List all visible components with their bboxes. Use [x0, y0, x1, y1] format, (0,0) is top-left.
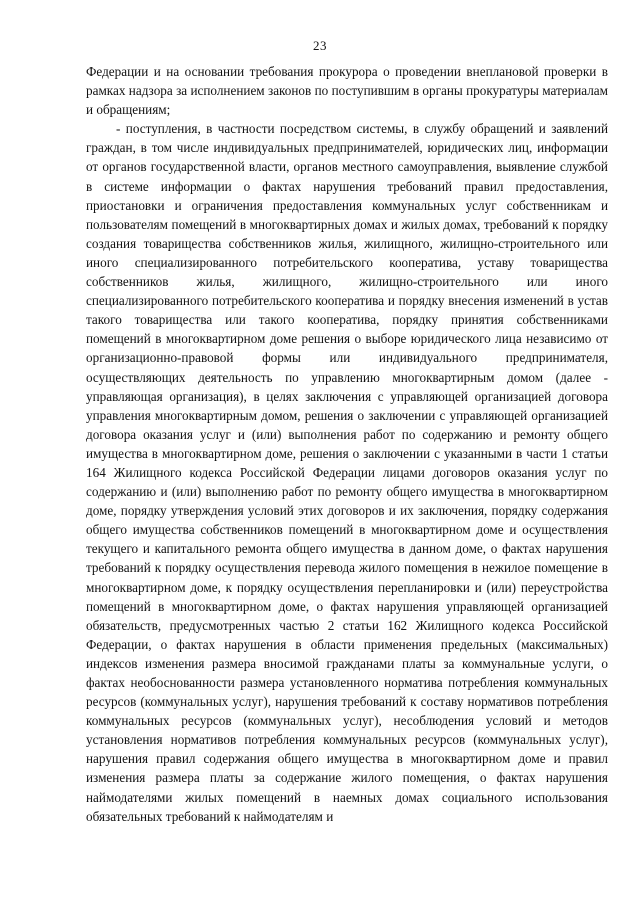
document-body [86, 62, 608, 826]
page-number: 23 [313, 38, 327, 53]
paragraph-continuation: Федерации и на основании требования прокурора о проведении внеплановой проверки в рамках надзора за исполнением законов по поступившим в органы прокуратуры материалам и обращениям; [86, 64, 608, 118]
paragraph-list-item: - поступления, в частности посредством системы, в службу обращений и заявлений граждан, в том числе индивидуальных предпринимателей, юридических лиц, информации от органов государственной власти, органов местного самоуправления, выявление службой в системе информации о фактах нарушения требований правил предоставления, приостановки и ограничения предоставления коммунальных услуг собственникам и пользователям помещений в многоквартирных домах и жилых домах, требований к порядку создания товарищества собственников жилья, жилищного, жилищно-строительного или иного специализированного потребительского кооператива, уставу товарищества собственников жилья, жилищного, жилищно-строительного или иного специализированного потребительского кооператива и порядку внесения изменений в устав такого товарищества или такого кооператива, порядку принятия собственниками помещений в многоквартирном доме решения о выборе юридического лица независимо от организационно-правовой формы или индивидуального предпринимателя, осуществляющих деятельность по управлению многоквартирным домом (далее - управляющая организация), в целях заключения с управляющей организацией договора управления многоквартирным домом, решения о заключении с управляющей организацией договора оказания услуг и (или) выполнения работ по содержанию и ремонту общего имущества в многоквартирном доме, решения о заключении с указанными в части 1 статьи 164 Жилищного кодекса Российской Федерации лицами договоров оказания услуг по содержанию и (или) выполнению работ по ремонту общего имущества в многоквартирном доме, порядку утверждения условий этих договоров и их заключения, порядку содержания общего имущества собственников помещений в многоквартирном доме и осуществления текущего и капитального ремонта общего имущества в данном доме, о фактах нарушения требований к порядку осуществления перевода жилого помещения в нежилое помещение в многоквартирном доме, к порядку осуществления перепланировки и (или) переустройства помещений в многоквартирном доме, о фактах нарушения управляющей организацией обязательств, предусмотренных частью 2 статьи 162 Жилищного кодекса Российской Федерации, о фактах нарушения в области применения предельных (максимальных) индексов изменения размера вносимой гражданами платы за коммунальные услуги, о фактах необоснованности размера установленного норматива потребления коммунальных ресурсов (коммунальных услуг), нарушения требований к составу нормативов потребления коммунальных ресурсов (коммунальных услуг), несоблюдения условий и методов установления нормативов потребления коммунальных ресурсов (коммунальных услуг), нарушения правил содержания общего имущества в многоквартирном доме и правил изменения размера платы за содержание жилого помещения, о фактах нарушения наймодателями жилых помещений в наемных домах социального использования обязательных требований к наймодателям и [86, 121, 608, 824]
